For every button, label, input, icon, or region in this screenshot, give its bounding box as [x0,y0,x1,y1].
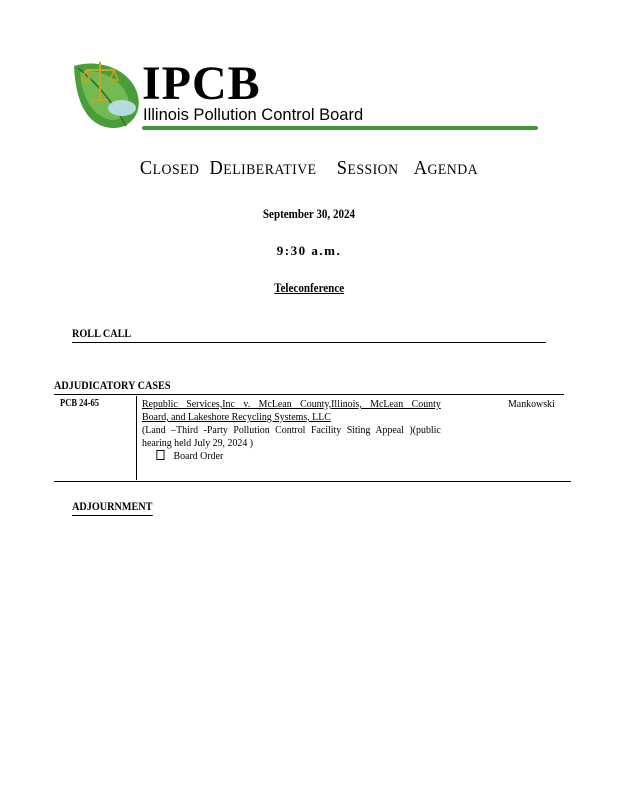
title-initial-1: C [139,157,153,179]
roll-call-heading: ROLL CALL [72,326,132,340]
title-rest-3: ESSION [347,162,399,178]
meeting-venue [0,280,618,296]
case-number: PCB 24-65 [60,398,99,409]
title-rest-2: ELIBERATIVE [223,162,317,178]
meeting-time: 9:30 a.m. [276,243,342,258]
case-hearing-officer: Mankowski [508,398,555,410]
logo-green-rule [142,126,538,130]
title-initial-2: D [209,157,224,179]
meeting-venue-text: Teleconference [274,280,344,295]
case-description: (Land –Third -Party Pollution Control Facility Siting Appeal )(public hearing held July 29, 2024 ) [142,424,441,449]
title-initial-4: A [413,157,428,179]
title-rest-4: GENDA [427,162,479,178]
meeting-date: September 30, 2024 [262,206,356,221]
logo-acronym: IPCB [142,57,261,110]
case-column-divider [136,396,137,480]
case-action-label: Board Order [173,450,224,462]
case-action [142,450,441,463]
title-rest-1: LOSED [152,162,200,178]
adjournment-heading: ADJOURNMENT [72,499,152,516]
roll-call-rule [72,342,546,343]
case-caption-line-2: Board, and Lakeshore Recycling Systems, LLC [142,411,331,423]
checkbox-icon [156,450,164,460]
logo-agency-name: Illinois Pollution Control Board [143,106,364,124]
adjudicatory-cases-heading: ADJUDICATORY CASES [54,378,171,392]
case-bottom-rule [54,481,571,482]
ipcb-logo-leaf-icon [70,56,142,130]
agenda-title [25,157,594,180]
case-details [142,398,441,463]
adjudicatory-cases-rule [54,394,564,395]
title-initial-3: S [336,157,348,179]
case-caption-line-1: Republic Services,Inc v. McLean County,Illinois, McLean County [142,398,441,410]
